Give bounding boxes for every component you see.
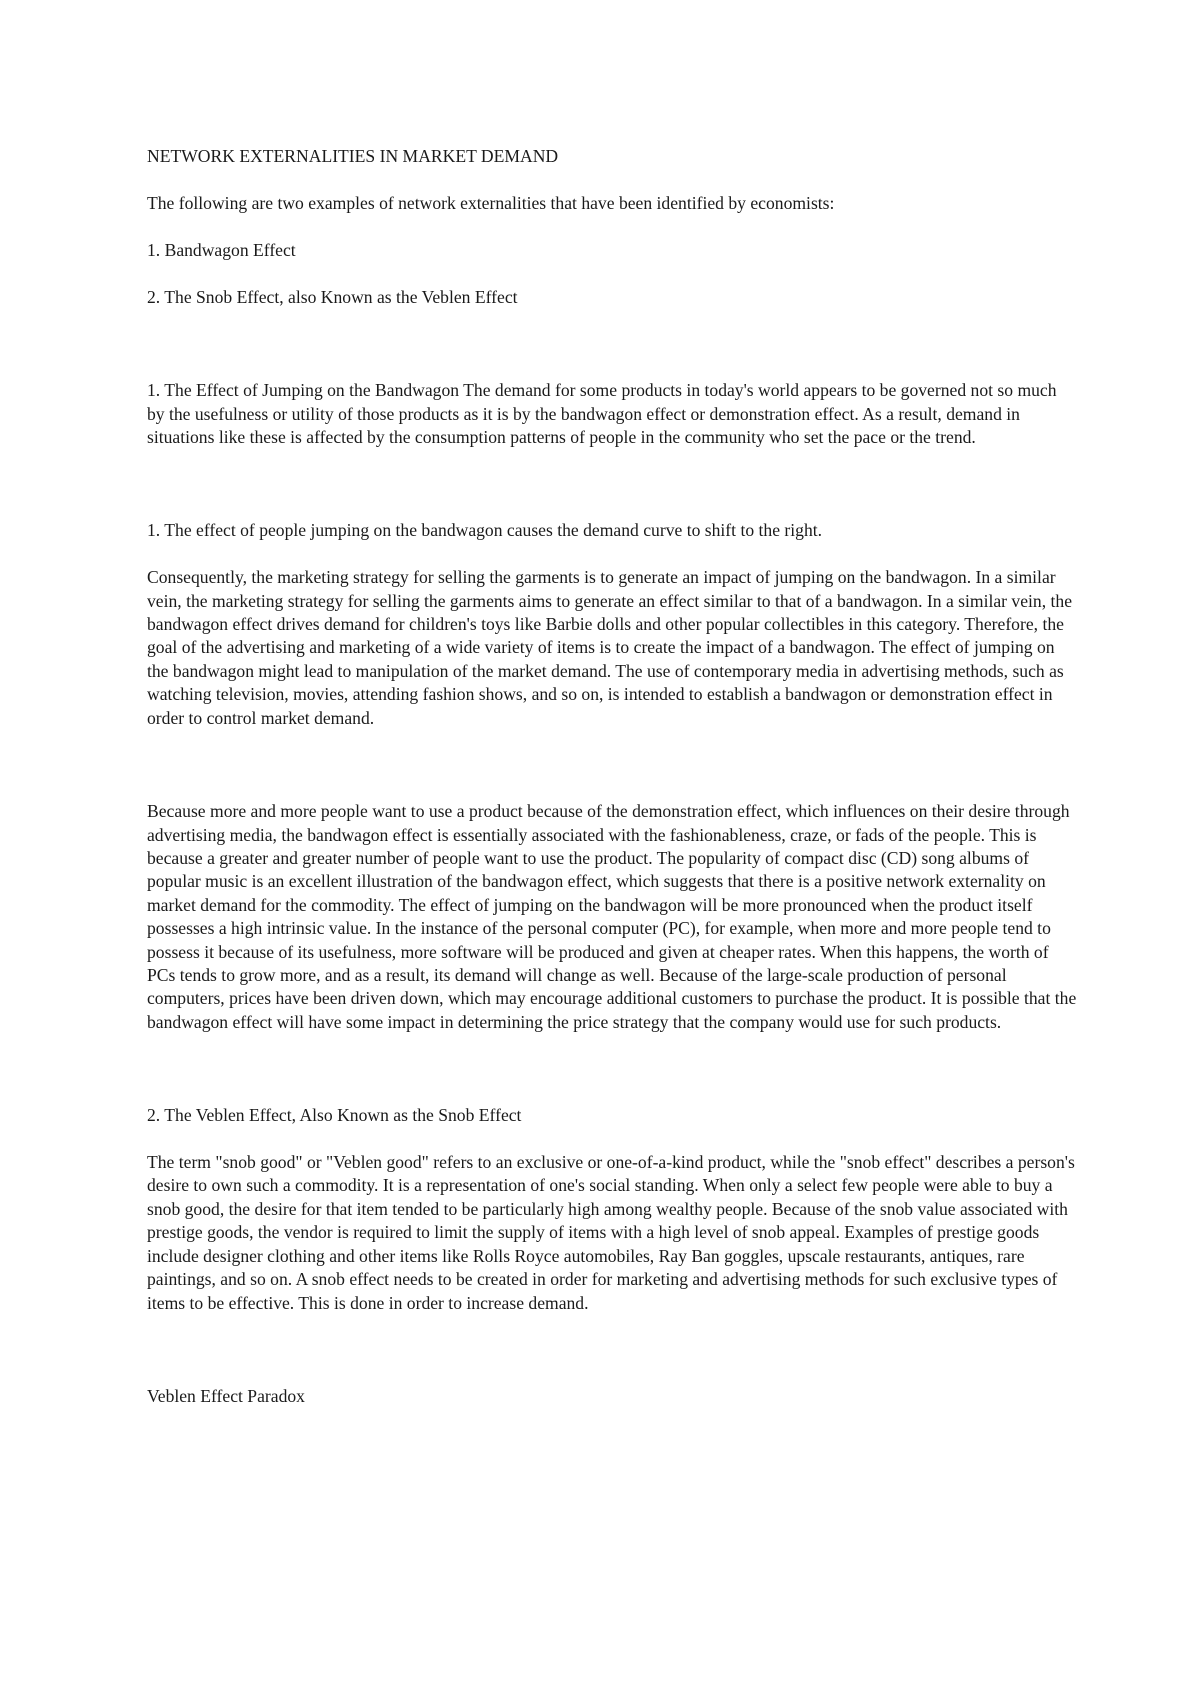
demonstration-effect-paragraph: Because more and more people want to use a product because of the demonstration effect, which influences on their desire through advertising media, the bandwagon effect is essentially associated with the fashionableness, craze, or fads of the people. This is because a greater and greater number of people want to use the product. The popularity of compact disc (CD) song albums of popular music is an excellent illustration of the bandwagon effect, which suggests that there is a positive network externality on market demand for the commodity. The effect of jumping on the bandwagon will be more pronounced when the product itself possesses a high intrinsic value. In the instance of the personal computer (PC), for example, when more and more people tend to possess it because of its usefulness, more software will be produced and given at cheaper rates. When this happens, the worth of PCs tends to grow more, and as a result, its demand will change as well. Because of the large-scale production of personal computers, prices have been driven down, which may encourage additional customers to purchase the product. It is possible that the bandwagon effect will have some impact in determining the price strategy that the company would use for such products. (147, 801, 1077, 1032)
list-item: 2. The Snob Effect, also Known as the Veblen Effect (147, 286, 518, 307)
demand-curve-paragraph: 1. The effect of people jumping on the bandwagon causes the demand curve to shift to the right. (147, 520, 823, 541)
list-item: 1. Bandwagon Effect (147, 239, 296, 260)
document-body (147, 145, 1077, 1408)
section-heading-paradox: Veblen Effect Paradox (147, 1385, 305, 1406)
bandwagon-paragraph: 1. The Effect of Jumping on the Bandwagon The demand for some products in today's world appears to be governed not so much by the usefulness or utility of those products as it is by the bandwagon effect or demonstration effect. As a result, demand in situations like these is affected by the consumption patterns of people in the community who set the pace or the trend. (147, 380, 1057, 447)
document-title: NETWORK EXTERNALITIES IN MARKET DEMAND (147, 146, 559, 166)
marketing-strategy-paragraph: Consequently, the marketing strategy for selling the garments is to generate an impact of jumping on the bandwagon. In a similar vein, the marketing strategy for selling the garments aims to generate an effect similar to that of a bandwagon. In a similar vein, the bandwagon effect drives demand for children's toys like Barbie dolls and other popular collectibles in this category. Therefore, the goal of the advertising and marketing of a wide variety of items is to create the impact of a bandwagon. The effect of jumping on the bandwagon might lead to manipulation of the market demand. The use of contemporary media in advertising methods, such as watching television, movies, attending fashion shows, and so on, is intended to establish a bandwagon or demonstration effect in order to control market demand. (147, 567, 1073, 728)
section-heading-veblen: 2. The Veblen Effect, Also Known as the Snob Effect (147, 1105, 522, 1126)
intro-paragraph: The following are two examples of network externalities that have been identified by economists: (147, 192, 835, 213)
snob-effect-paragraph: The term "snob good" or "Veblen good" refers to an exclusive or one-of-a-kind product, while the "snob effect" describes a person's desire to own such a commodity. It is a representation of one's social standing. When only a select few people were able to buy a snob good, the desire for that item tended to be particularly high among wealthy people. Because of the snob value associated with prestige goods, the vendor is required to limit the supply of items with a high level of snob appeal. Examples of prestige goods include designer clothing and other items like Rolls Royce automobiles, Ray Ban goggles, upscale restaurants, antiques, rare paintings, and so on. A snob effect needs to be created in order for marketing and advertising methods for such exclusive types of items to be effective. This is done in order to increase demand. (147, 1152, 1075, 1313)
